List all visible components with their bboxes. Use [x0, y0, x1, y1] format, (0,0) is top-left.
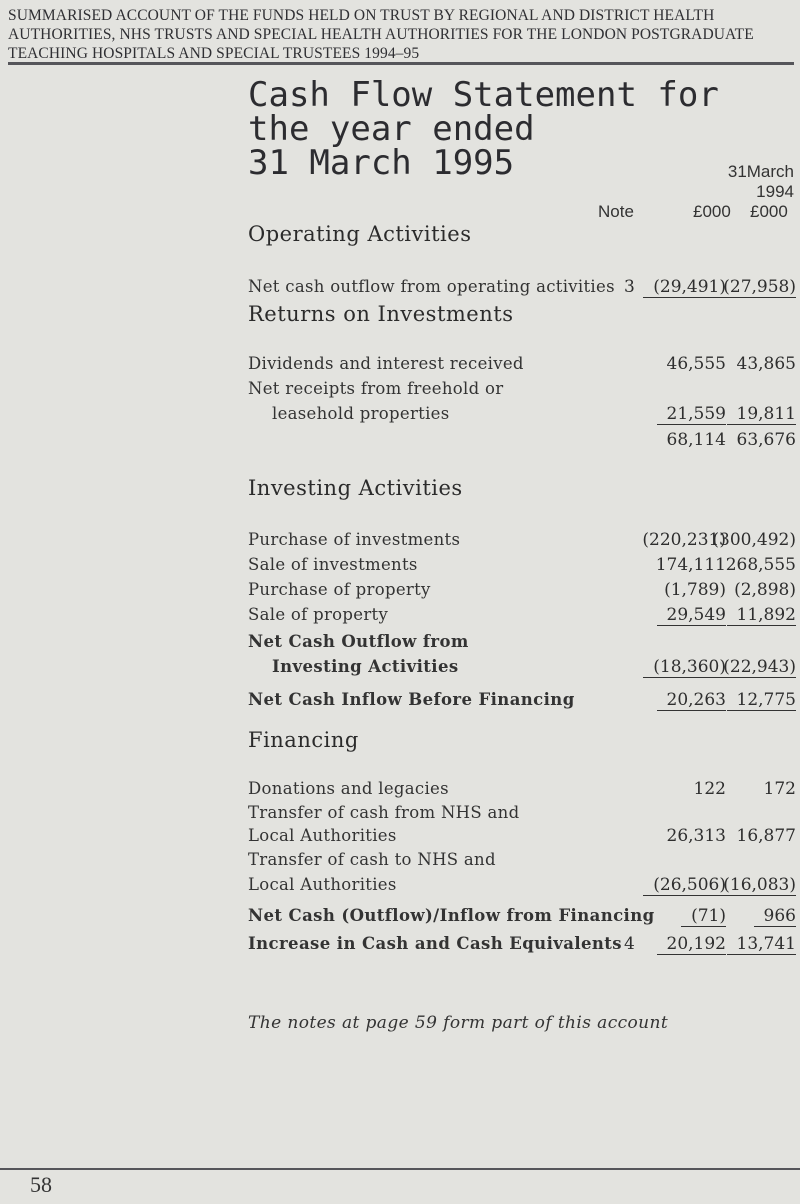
row-label: Net Cash (Outflow)/Inflow from Financing	[248, 906, 655, 925]
row-current: 21,559	[657, 404, 726, 425]
row-current: 20,263	[657, 690, 726, 711]
row-prior: 63,676	[736, 430, 796, 450]
row-label: Dividends and interest received	[248, 354, 524, 373]
row-transfer-from-line2	[248, 824, 800, 848]
row-current: (18,360)	[643, 657, 726, 678]
row-label: leasehold properties	[272, 404, 450, 423]
row-prior: (22,943)	[713, 657, 796, 678]
running-header-text: SUMMARISED ACCOUNT OF THE FUNDS HELD ON TRUST BY REGIONAL AND DISTRICT HEALTH AUTHORITIES, NHS TRUSTS AND SPECIAL HEALTH AUTHORITIES FOR THE LONDON POSTGRADUATE TEACHING HOSPITALS AND SPECIAL TRUSTEES 1994–95	[8, 7, 754, 62]
section-investing: Investing Activities	[248, 476, 463, 500]
statement-title	[248, 75, 788, 183]
row-label: Net cash outflow from operating activities	[248, 277, 615, 296]
page-number: 58	[30, 1172, 52, 1197]
prior-year-header	[714, 162, 794, 202]
row-prior: 19,811	[727, 404, 796, 425]
section-returns: Returns on Investments	[248, 302, 514, 326]
row-note: 3	[624, 277, 635, 297]
row-label: Local Authorities	[248, 826, 397, 845]
row-label: Investing Activities	[272, 657, 459, 676]
row-prior: 43,865	[736, 354, 796, 374]
row-current: 29,549	[657, 605, 726, 626]
row-purchase-investments	[248, 528, 800, 552]
row-donations	[248, 777, 800, 801]
row-increase-cash	[248, 932, 800, 956]
title-line-1: Cash Flow Statement for the year ended	[248, 75, 719, 149]
title-line-2: 31 March 1995	[248, 143, 515, 183]
row-label: Transfer of cash from NHS and	[248, 803, 520, 822]
row-label: Local Authorities	[248, 875, 397, 894]
row-current: 46,555	[666, 354, 726, 374]
row-current: (220,231)	[642, 530, 726, 550]
row-prior: 966	[754, 906, 796, 927]
row-prior: 13,741	[727, 934, 796, 955]
prior-year-header-line2: 1994	[756, 182, 794, 201]
row-net-outflow-investing-line2	[248, 655, 800, 679]
row-net-outflow-investing-line1	[248, 630, 800, 654]
note-column-header: Note	[598, 202, 634, 221]
row-note: 4	[624, 934, 635, 954]
row-label: Transfer of cash to NHS and	[248, 850, 496, 869]
row-inflow-before-financing	[248, 688, 800, 712]
row-transfer-from-line1	[248, 801, 800, 825]
row-prior: (16,083)	[713, 875, 796, 896]
prior-unit-header: £000	[750, 202, 788, 221]
footnote: The notes at page 59 form part of this account	[248, 1013, 669, 1033]
row-prior: 12,775	[727, 690, 796, 711]
row-current: (29,491)	[643, 277, 726, 298]
row-current: 122	[693, 779, 726, 799]
row-current: (1,789)	[664, 580, 726, 600]
row-label: Sale of property	[248, 605, 389, 624]
row-prior: (27,958)	[713, 277, 796, 298]
current-unit-header: £000	[693, 202, 731, 221]
row-label: Sale of investments	[248, 555, 418, 574]
footer-rule	[0, 1168, 800, 1170]
running-header	[8, 6, 794, 63]
section-financing: Financing	[248, 728, 359, 752]
row-transfer-to-line1	[248, 848, 800, 872]
row-current: (26,506)	[643, 875, 726, 896]
row-prior: (2,898)	[734, 580, 796, 600]
row-net-receipts-line2	[248, 402, 800, 426]
row-net-cash-outflow-operating	[248, 275, 800, 299]
row-label: Donations and legacies	[248, 779, 449, 798]
row-prior: 172	[763, 779, 796, 799]
row-prior: 268,555	[725, 555, 796, 575]
row-current: 20,192	[657, 934, 726, 955]
row-label: Net Cash Outflow from	[248, 632, 469, 651]
row-purchase-property	[248, 578, 800, 602]
row-label: Purchase of investments	[248, 530, 461, 549]
row-net-financing	[248, 904, 800, 928]
prior-year-header-line1: 31March	[727, 162, 794, 181]
row-net-receipts-line1	[248, 377, 800, 401]
row-current: 68,114	[666, 430, 726, 450]
row-current: (71)	[681, 906, 726, 927]
section-operating: Operating Activities	[248, 222, 472, 246]
row-dividends	[248, 352, 800, 376]
row-label: Net receipts from freehold or	[248, 379, 504, 398]
row-prior: 16,877	[736, 826, 796, 846]
row-label: Purchase of property	[248, 580, 431, 599]
row-transfer-to-line2	[248, 873, 800, 897]
row-prior: (300,492)	[712, 530, 796, 550]
row-sale-property	[248, 603, 800, 627]
row-current: 26,313	[666, 826, 726, 846]
row-prior: 11,892	[727, 605, 796, 626]
row-sale-investments	[248, 553, 800, 577]
row-returns-total	[248, 428, 800, 452]
row-label: Increase in Cash and Cash Equivalents	[248, 934, 622, 953]
row-current: 174,111	[655, 555, 726, 575]
header-rule	[8, 62, 794, 65]
row-label: Net Cash Inflow Before Financing	[248, 690, 575, 709]
